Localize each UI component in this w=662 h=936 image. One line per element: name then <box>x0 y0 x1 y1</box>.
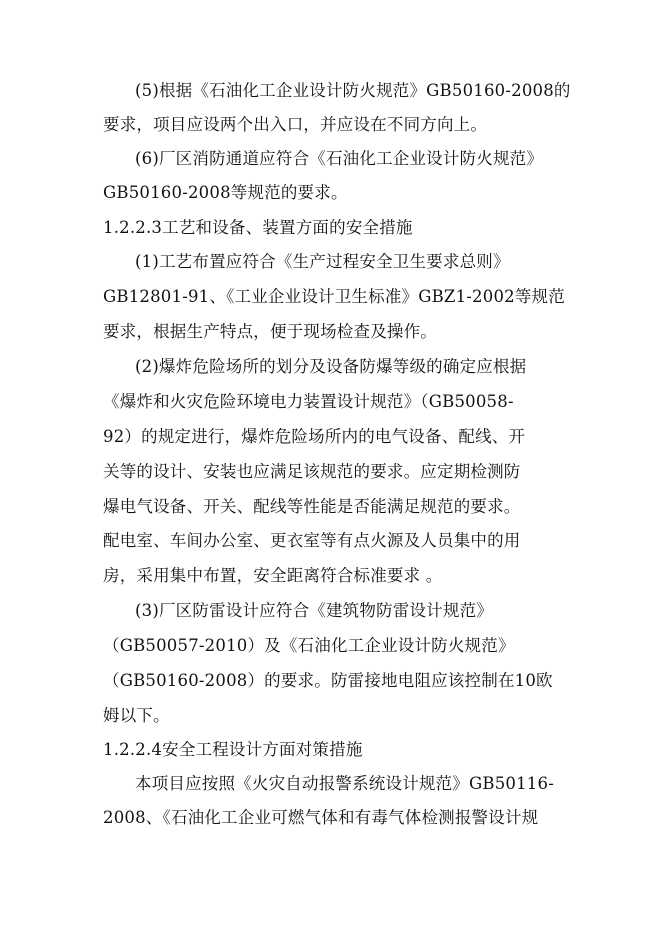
section-heading-1-2-2-3: 1.2.2.3工艺和设备、装置方面的安全措施 <box>103 218 413 237</box>
paragraph-fire-alarm-line-2: 2008、《石油化工企业可燃气体和有毒气体检测报警设计规 <box>103 808 539 827</box>
item-1-line-2: GB12801-91、《工业企业设计卫生标准》GBZ1-2002等规范 <box>103 287 565 306</box>
item-2-line-4: 关等的设计、安装也应满足该规范的要求。应定期检测防 <box>103 462 521 481</box>
item-3-line-2: （GB50057-2010）及《石油化工企业设计防火规范》 <box>103 636 515 655</box>
item-3-line-4: 姆以下。 <box>103 706 170 725</box>
paragraph-fire-alarm-line-1: 本项目应按照《火灾自动报警系统设计规范》GB50116- <box>135 774 554 793</box>
paragraph-5-line-1: (5)根据《石油化工企业设计防火规范》GB50160-2008的 <box>135 81 571 100</box>
paragraph-6-line-1: (6)厂区消防通道应符合《石油化工企业设计防火规范》 <box>135 149 544 168</box>
item-2-line-1: (2)爆炸危险场所的划分及设备防爆等级的确定应根据 <box>135 357 527 376</box>
paragraph-5-line-2: 要求，项目应设两个出入口，并应设在不同方向上。 <box>103 115 488 134</box>
item-2-line-6: 配电室、车间办公室、更衣室等有点火源及人员集中的用 <box>103 531 521 550</box>
item-1-line-3: 要求，根据生产特点，便于现场检查及操作。 <box>103 322 437 341</box>
paragraph-6-line-2: GB50160-2008等规范的要求。 <box>103 183 348 202</box>
section-heading-1-2-2-4: 1.2.2.4安全工程设计方面对策措施 <box>103 740 363 759</box>
item-2-line-5: 爆电气设备、开关、配线等性能是否能满足规范的要求。 <box>103 497 521 516</box>
item-2-line-2: 《爆炸和火灾危险环境电力装置设计规范》（GB50058- <box>103 392 514 411</box>
item-3-line-1: (3)厂区防雷设计应符合《建筑物防雷设计规范》 <box>135 601 493 620</box>
item-3-line-3: （GB50160-2008）的要求。防雷接地电阻应该控制在10欧 <box>103 671 553 690</box>
item-2-line-7: 房，采用集中布置，安全距离符合标准要求 。 <box>103 566 443 585</box>
item-1-line-1: (1)工艺布置应符合《生产过程安全卫生要求总则》 <box>135 252 510 271</box>
item-2-line-3: 92）的规定进行，爆炸危险场所内的电气设备、配线、开 <box>103 427 526 446</box>
